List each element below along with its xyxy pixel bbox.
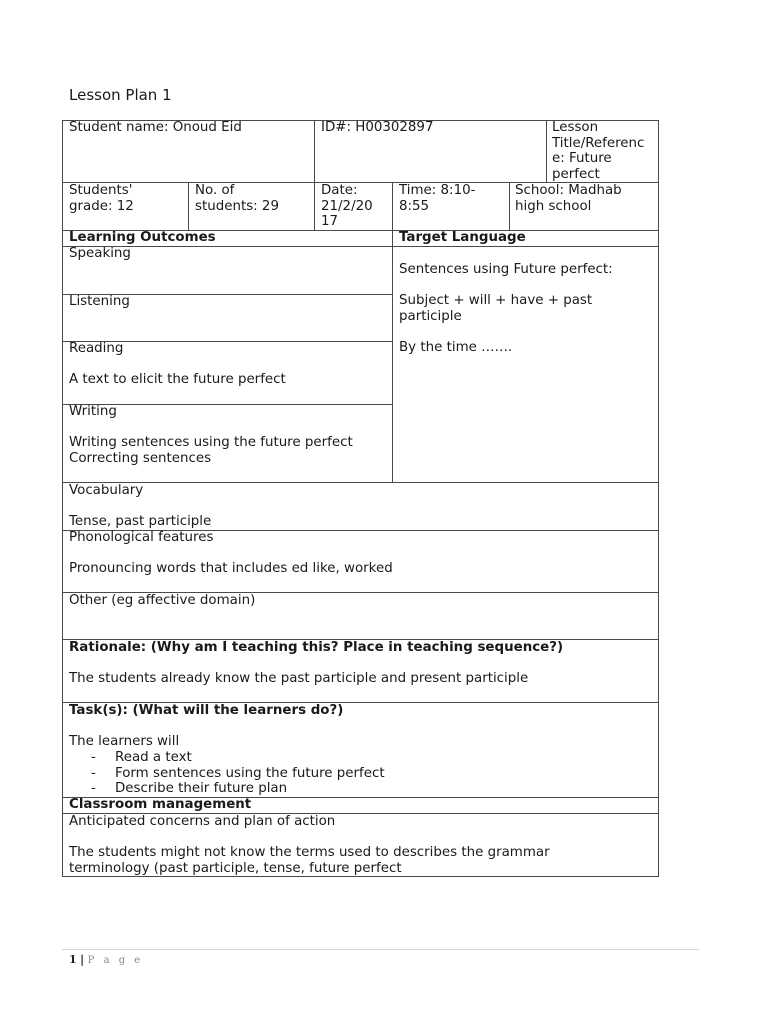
row-divider <box>62 246 659 247</box>
writing-detail: Writing sentences using the future perfect Correcting sentences <box>69 435 353 466</box>
tasks-heading: Task(s): (What will the learners do?) <box>69 703 344 718</box>
target-language-heading: Target Language <box>399 230 526 245</box>
col-divider <box>509 182 510 230</box>
reading-detail: A text to elicit the future perfect <box>69 372 286 387</box>
tasks-list <box>69 750 629 797</box>
list-item: - Form sentences using the future perfect <box>69 766 629 782</box>
classroom-management-heading: Classroom management <box>69 797 252 812</box>
reading-label: Reading <box>69 341 124 356</box>
tasks-intro: The learners will <box>69 734 180 749</box>
other-label: Other (eg affective domain) <box>69 593 256 608</box>
footer-divider <box>62 949 699 950</box>
lesson-date: Date: 21/2/20 17 <box>321 183 373 229</box>
page-number: 1 <box>69 953 77 966</box>
phonological-detail: Pronouncing words that includes ed like, worked <box>69 561 393 576</box>
target-language-line-1: Sentences using Future perfect: <box>399 262 613 277</box>
list-item: - Describe their future plan <box>69 781 629 797</box>
target-language-line-2: Subject + will + have + past participle <box>399 293 593 324</box>
col-divider <box>392 182 393 482</box>
students-grade: Students' grade: 12 <box>69 183 134 214</box>
concerns-label: Anticipated concerns and plan of action <box>69 814 336 829</box>
page-label: P a g e <box>87 955 144 966</box>
phonological-label: Phonological features <box>69 530 214 545</box>
list-item: - Read a text <box>69 750 629 766</box>
table-border-right <box>658 120 659 877</box>
table-border-bottom <box>62 876 659 877</box>
learning-outcomes-heading: Learning Outcomes <box>69 230 216 245</box>
document-title: Lesson Plan 1 <box>69 86 172 104</box>
target-language-line-3: By the time ……. <box>399 340 513 355</box>
vocabulary-detail: Tense, past participle <box>69 514 212 529</box>
lesson-plan-table <box>62 120 659 876</box>
row-divider <box>62 482 659 483</box>
student-id: ID#: H00302897 <box>321 120 434 135</box>
page-footer <box>69 953 143 966</box>
col-divider <box>546 120 547 182</box>
rationale-detail: The students already know the past participle and present participle <box>69 671 529 686</box>
listening-label: Listening <box>69 294 130 309</box>
table-border-left <box>62 120 63 877</box>
footer-separator: | <box>80 953 85 966</box>
writing-label: Writing <box>69 404 117 419</box>
school-name: School: Madhab high school <box>515 183 622 214</box>
vocabulary-label: Vocabulary <box>69 483 144 498</box>
concerns-detail: The students might not know the terms used to describes the grammar terminology (past participle, tense, future perfect <box>69 845 550 876</box>
number-of-students: No. of students: 29 <box>195 183 279 214</box>
student-name: Student name: Onoud Eid <box>69 120 242 135</box>
col-divider <box>314 120 315 230</box>
speaking-label: Speaking <box>69 246 131 261</box>
lesson-title: Lesson Title/Referenc e: Future perfect <box>552 120 645 182</box>
lesson-time: Time: 8:10- 8:55 <box>399 183 476 214</box>
col-divider <box>188 182 189 230</box>
rationale-heading: Rationale: (Why am I teaching this? Place in teaching sequence?) <box>69 640 564 655</box>
